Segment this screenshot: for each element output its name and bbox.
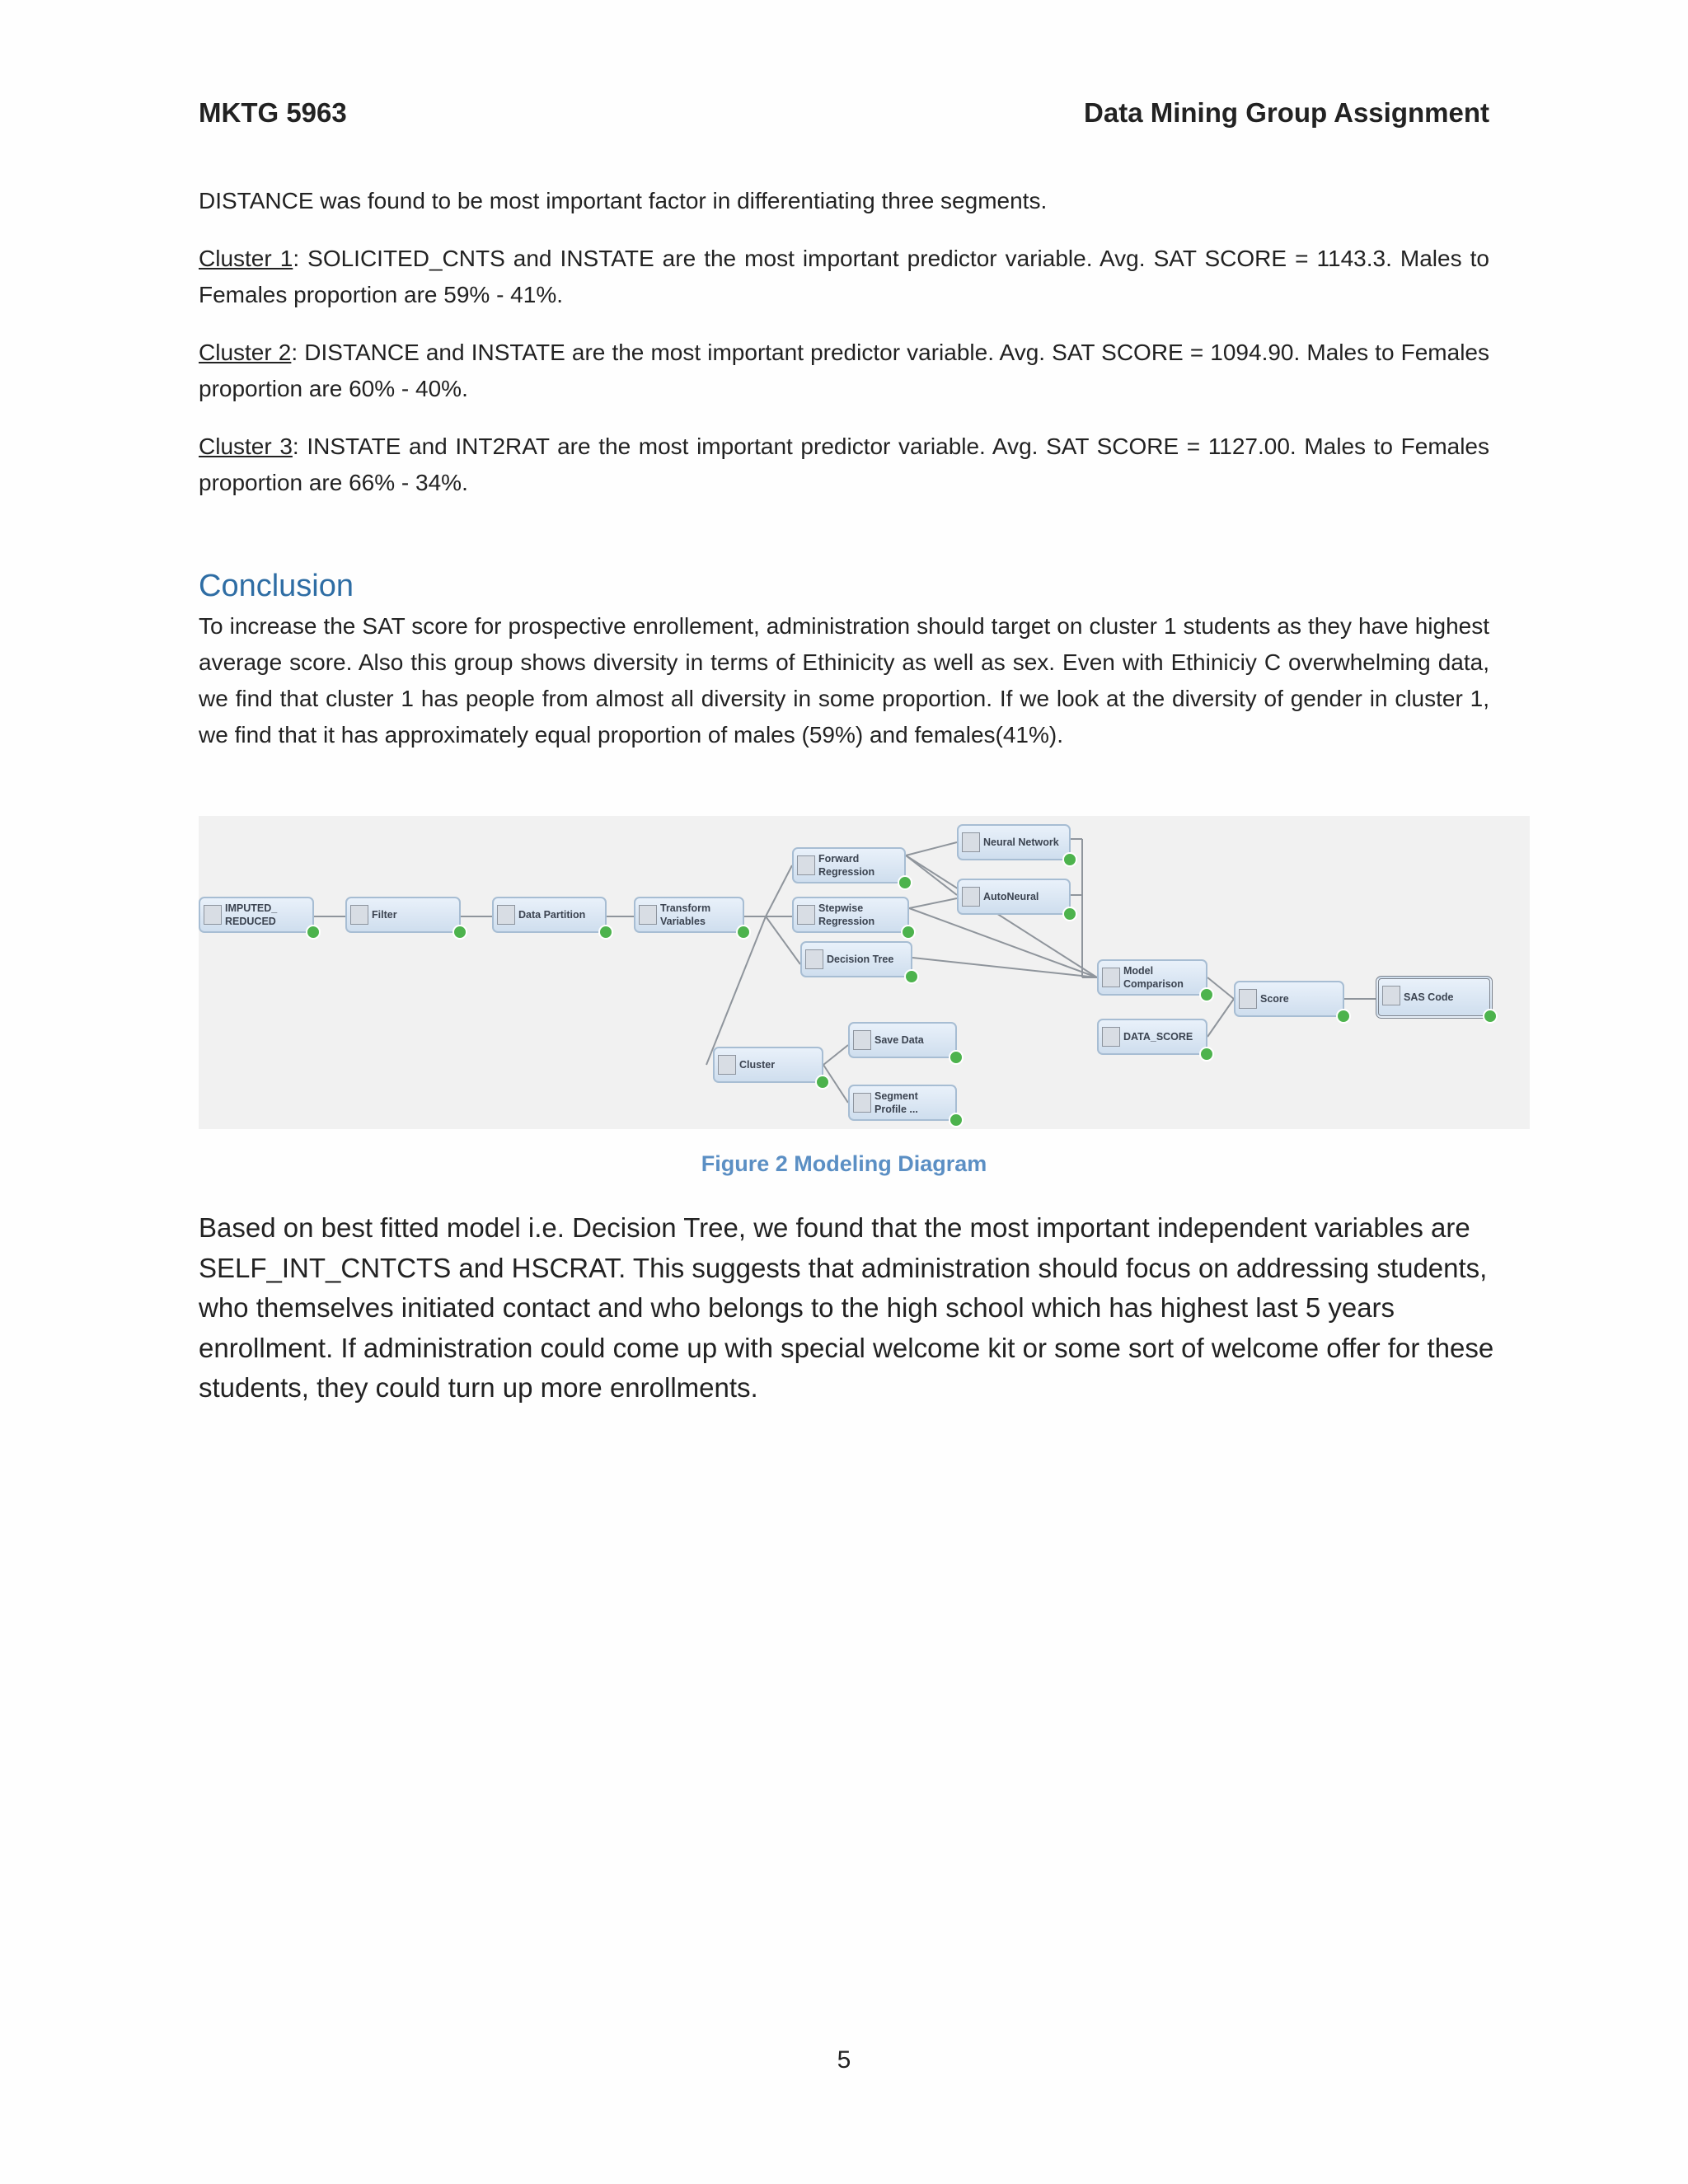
status-check-icon	[901, 925, 916, 940]
status-check-icon	[736, 925, 751, 940]
intro-paragraph: DISTANCE was found to be most important factor in differentiating three segments.	[199, 188, 1048, 213]
connector-line	[1207, 999, 1234, 1037]
code-icon	[1382, 986, 1400, 1005]
cluster-1-label: Cluster 1	[199, 246, 293, 271]
status-check-icon	[1199, 987, 1214, 1002]
comparison-icon	[1102, 968, 1120, 987]
page-header	[199, 97, 1489, 138]
node-neural-network[interactable]: Neural Network	[957, 824, 1071, 860]
course-code: MKTG 5963	[199, 97, 347, 128]
regression-icon	[797, 855, 815, 875]
tree-icon	[805, 949, 823, 969]
connector-line	[823, 1045, 848, 1065]
partition-icon	[497, 905, 515, 925]
node-save-data[interactable]: Save Data	[848, 1022, 957, 1058]
connector-line	[909, 898, 957, 908]
cluster-3-text: : INSTATE and INT2RAT are the most important predictor variable. Avg. SAT SCORE = 1127.00. Males to Females proportion are 66% - 34%.	[199, 434, 1490, 495]
cluster-1-text: : SOLICITED_CNTS and INSTATE are the most important predictor variable. Avg. SAT SCORE = 1143.3. Males to Females proportion are 59% - 41%.	[199, 246, 1489, 307]
table-icon	[204, 905, 222, 925]
final-paragraph: Based on best fitted model i.e. Decision Tree, we found that the most important independent variables are SELF_INT_CNTCTS and HSCRAT. This suggests that administration should focus on addressing students, who themselves initiated contact and who belongs to the high school which has highest last 5 years enrollment. If administration could come up with special welcome kit or some sort of welcome offer for these students, they could turn up more enrollments.	[199, 1212, 1494, 1403]
node-autoneural[interactable]: AutoNeural	[957, 879, 1071, 915]
connector-line	[706, 916, 766, 1065]
cluster-3-label: Cluster 3	[199, 434, 293, 459]
conclusion-paragraph: To increase the SAT score for prospective enrollement, administration should target on cluster 1 students as they have highest average score. Also this group shows diversity in terms of Ethinicity as well as sex. Even with Ethiniciy C overwhelming data, we find that cluster 1 has people from almost all diversity in some proportion. If we look at the diversity of gender in cluster 1, we find that it has approximately equal proportion of males (59%) and females(41%).	[199, 613, 1489, 748]
node-transform-variables[interactable]: Transform Variables	[634, 897, 744, 933]
status-check-icon	[1062, 852, 1077, 867]
status-check-icon	[1199, 1047, 1214, 1062]
status-check-icon	[904, 969, 919, 984]
status-check-icon	[949, 1113, 964, 1127]
node-imputed-reduced[interactable]: IMPUTED_ REDUCED	[199, 897, 314, 933]
document-title: Data Mining Group Assignment	[1084, 97, 1489, 128]
node-forward-regression[interactable]: Forward Regression	[792, 847, 906, 883]
node-model-comparison[interactable]: Model Comparison	[1097, 959, 1207, 996]
node-score[interactable]: Score	[1234, 981, 1344, 1017]
status-check-icon	[898, 875, 912, 890]
status-check-icon	[949, 1050, 964, 1065]
cluster-3-paragraph	[199, 429, 1489, 501]
status-check-icon	[815, 1075, 830, 1090]
connector-line	[906, 842, 957, 855]
node-decision-tree[interactable]: Decision Tree	[800, 941, 912, 977]
conclusion-heading: Conclusion	[199, 569, 354, 603]
status-check-icon	[598, 925, 613, 940]
regression-icon	[797, 905, 815, 925]
save-data-icon	[853, 1030, 871, 1050]
cluster-2-paragraph	[199, 335, 1489, 407]
score-icon	[1239, 989, 1257, 1009]
connector-line	[906, 855, 957, 895]
node-filter[interactable]: Filter	[345, 897, 461, 933]
neural-network-icon	[962, 832, 980, 852]
node-stepwise-regression[interactable]: Stepwise Regression	[792, 897, 909, 933]
cluster-2-text: : DISTANCE and INSTATE are the most important predictor variable. Avg. SAT SCORE = 1094.90. Males to Females proportion are 60% - 40%.	[199, 340, 1489, 401]
status-check-icon	[452, 925, 467, 940]
cluster-icon	[718, 1055, 736, 1075]
node-cluster[interactable]: Cluster	[713, 1047, 823, 1083]
modeling-diagram	[199, 816, 1530, 1129]
filter-icon	[350, 905, 368, 925]
status-check-icon	[1336, 1009, 1351, 1024]
node-sas-code[interactable]: SAS Code	[1376, 976, 1493, 1019]
transform-icon	[639, 905, 657, 925]
status-check-icon	[306, 925, 321, 940]
segment-profile-icon	[853, 1093, 871, 1113]
status-check-icon	[1062, 907, 1077, 921]
figure-caption: Figure 2 Modeling Diagram	[701, 1151, 987, 1176]
node-data-score[interactable]: DATA_SCORE	[1097, 1019, 1207, 1055]
status-check-icon	[1483, 1009, 1498, 1024]
cluster-2-label: Cluster 2	[199, 340, 292, 365]
table-icon	[1102, 1027, 1120, 1047]
node-segment-profile[interactable]: Segment Profile ...	[848, 1085, 957, 1121]
node-data-partition[interactable]: Data Partition	[492, 897, 607, 933]
cluster-1-paragraph	[199, 241, 1489, 313]
neural-network-icon	[962, 887, 980, 907]
connector-line	[766, 865, 792, 916]
page-number: 5	[837, 2046, 851, 2074]
